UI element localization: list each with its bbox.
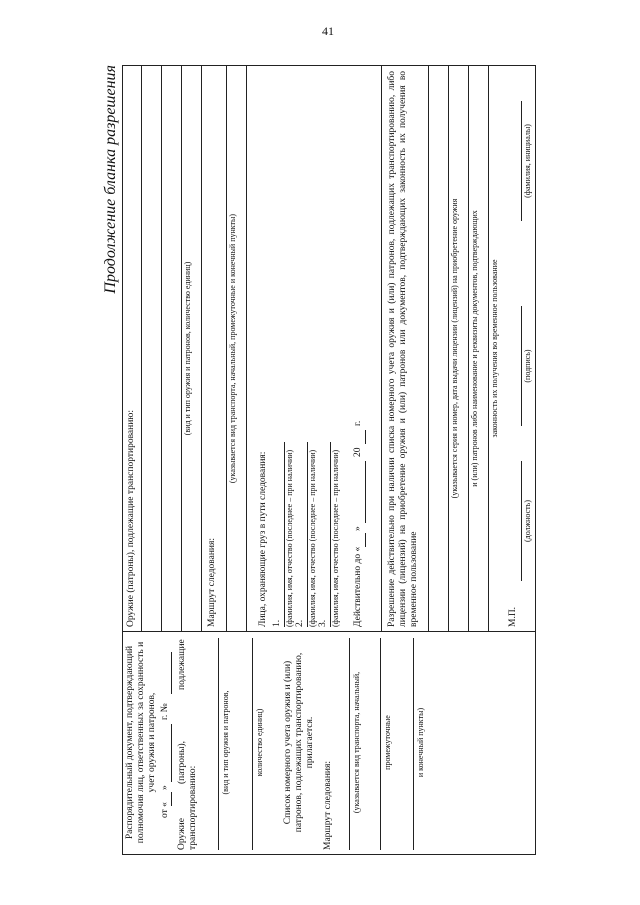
valid-year-line xyxy=(365,430,366,444)
position-caption: (должность) xyxy=(523,500,532,542)
stub-weapon-label: Оружие xyxy=(177,818,187,850)
main-line-5 xyxy=(226,66,227,631)
guard-caption-2: (фамилия, имя, отчество (последнее – при наличии) xyxy=(308,449,317,627)
stub-list-line-3: прилагается. xyxy=(305,716,315,769)
main-guards-label: Лица, охраняющие груз в пути следования: xyxy=(258,451,268,627)
guard-caption-1: (фамилия, имя, отчество (последнее – при наличии) xyxy=(285,449,294,627)
license-caption-3: законность их получения во временное пользование xyxy=(490,259,499,438)
page-number: 41 xyxy=(322,24,334,38)
stub-text-line-1: Распорядительный документ, подтверждающий xyxy=(125,645,135,840)
stub-caption-route: (указывается вид транспорта, начальный, xyxy=(352,671,361,814)
valid-month-line xyxy=(365,461,366,523)
permission-text: Разрешение действительно при наличии списка номерного учета оружия и (или) патронов, подлежащих транспортированию, либо лицензии (лицензий) на приобретение оружия и (или) патронов или документов, подтверждающих законность их получения во временное пользование xyxy=(387,71,419,627)
valid-year: г. xyxy=(353,420,363,426)
stub-list-line-1: Список номерного учета оружия и (или) xyxy=(283,660,293,825)
main-weapon-label: Оружие (патроны), подлежащие транспортированию: xyxy=(126,409,136,627)
stub-caption-intermediate: промежуточные xyxy=(383,715,392,770)
stub-route-label: Маршрут следования: xyxy=(323,760,333,850)
main-line-3 xyxy=(181,66,182,631)
guard-number-1: 1. xyxy=(272,619,282,627)
stub-date-from: от « xyxy=(160,802,170,818)
guard-number-2: 2. xyxy=(295,619,305,627)
stub-cartridges-label: (патроны), xyxy=(177,741,187,784)
main-caption-route: (указывается вид транспорта, начальный, промежуточные и конечный пункты) xyxy=(228,213,237,484)
signature-line xyxy=(521,306,522,426)
stub-text-line-3: учет оружия и патронов, xyxy=(147,692,157,793)
stub-subject-label: подлежащие xyxy=(177,639,187,690)
valid-day-line xyxy=(365,533,366,547)
main-caption-weapon: (вид и тип оружия и патронов, количество единиц) xyxy=(183,261,192,436)
stub-caption-final: и конечный пункты) xyxy=(416,707,425,778)
stub-month-line xyxy=(171,724,172,782)
main-line-10 xyxy=(468,66,469,631)
stamp-label: М.П. xyxy=(508,606,518,627)
name-caption: (фамилия, инициалы) xyxy=(523,124,532,198)
main-line-6 xyxy=(246,66,247,631)
permit-main xyxy=(123,66,535,631)
main-line-1 xyxy=(141,66,142,631)
main-route-label: Маршрут следования: xyxy=(207,537,217,627)
license-caption-2: и (или) патронов либо наименование и реквизиты документов, подтверждающих xyxy=(470,210,479,487)
valid-20: 20 xyxy=(353,447,363,457)
rotated-page xyxy=(100,60,540,885)
permit-stub xyxy=(123,631,535,854)
stub-quantity-line xyxy=(252,638,253,850)
stub-route-line-3 xyxy=(413,638,414,850)
main-line-2 xyxy=(161,66,162,631)
guard-caption-3: (фамилия, имя, отчество (последнее – при наличии) xyxy=(331,449,340,627)
stub-caption-quantity: количество единиц) xyxy=(255,708,264,777)
main-line-7 xyxy=(381,66,382,631)
valid-until-label: Действительно до « xyxy=(353,546,363,627)
stub-date-year: г. № xyxy=(160,703,170,720)
stub-text-line-2: полномочия лиц, ответственных за сохранность и xyxy=(136,641,146,844)
main-line-9 xyxy=(448,66,449,631)
position-line xyxy=(521,461,522,581)
stub-weapon-line xyxy=(218,638,219,850)
license-caption-1: (указывается серия и номер, дата выдачи лицензии (лицензий) на приобретение оружия xyxy=(450,198,459,499)
signature-caption: (подпись) xyxy=(523,349,532,383)
main-line-4 xyxy=(201,66,202,631)
guard-number-3: 3. xyxy=(318,619,328,627)
name-line xyxy=(521,101,522,221)
stub-number-line xyxy=(171,652,172,694)
stub-day-line xyxy=(171,792,172,806)
stub-caption-weapon-type: (вид и тип оружия и патронов, xyxy=(221,690,230,795)
stub-route-line-2 xyxy=(380,638,381,850)
main-line-8 xyxy=(428,66,429,631)
stub-date-quote: » xyxy=(160,785,170,790)
page-title: Продолжение бланка разрешения xyxy=(102,65,119,294)
main-line-11 xyxy=(488,66,489,631)
stub-transport-label: транспортированию: xyxy=(188,765,198,850)
stub-list-line-2: патронов, подлежащих транспортированию, xyxy=(294,652,304,833)
permit-form xyxy=(122,65,536,855)
stub-route-line-1 xyxy=(349,638,350,850)
valid-quote: » xyxy=(353,526,363,531)
